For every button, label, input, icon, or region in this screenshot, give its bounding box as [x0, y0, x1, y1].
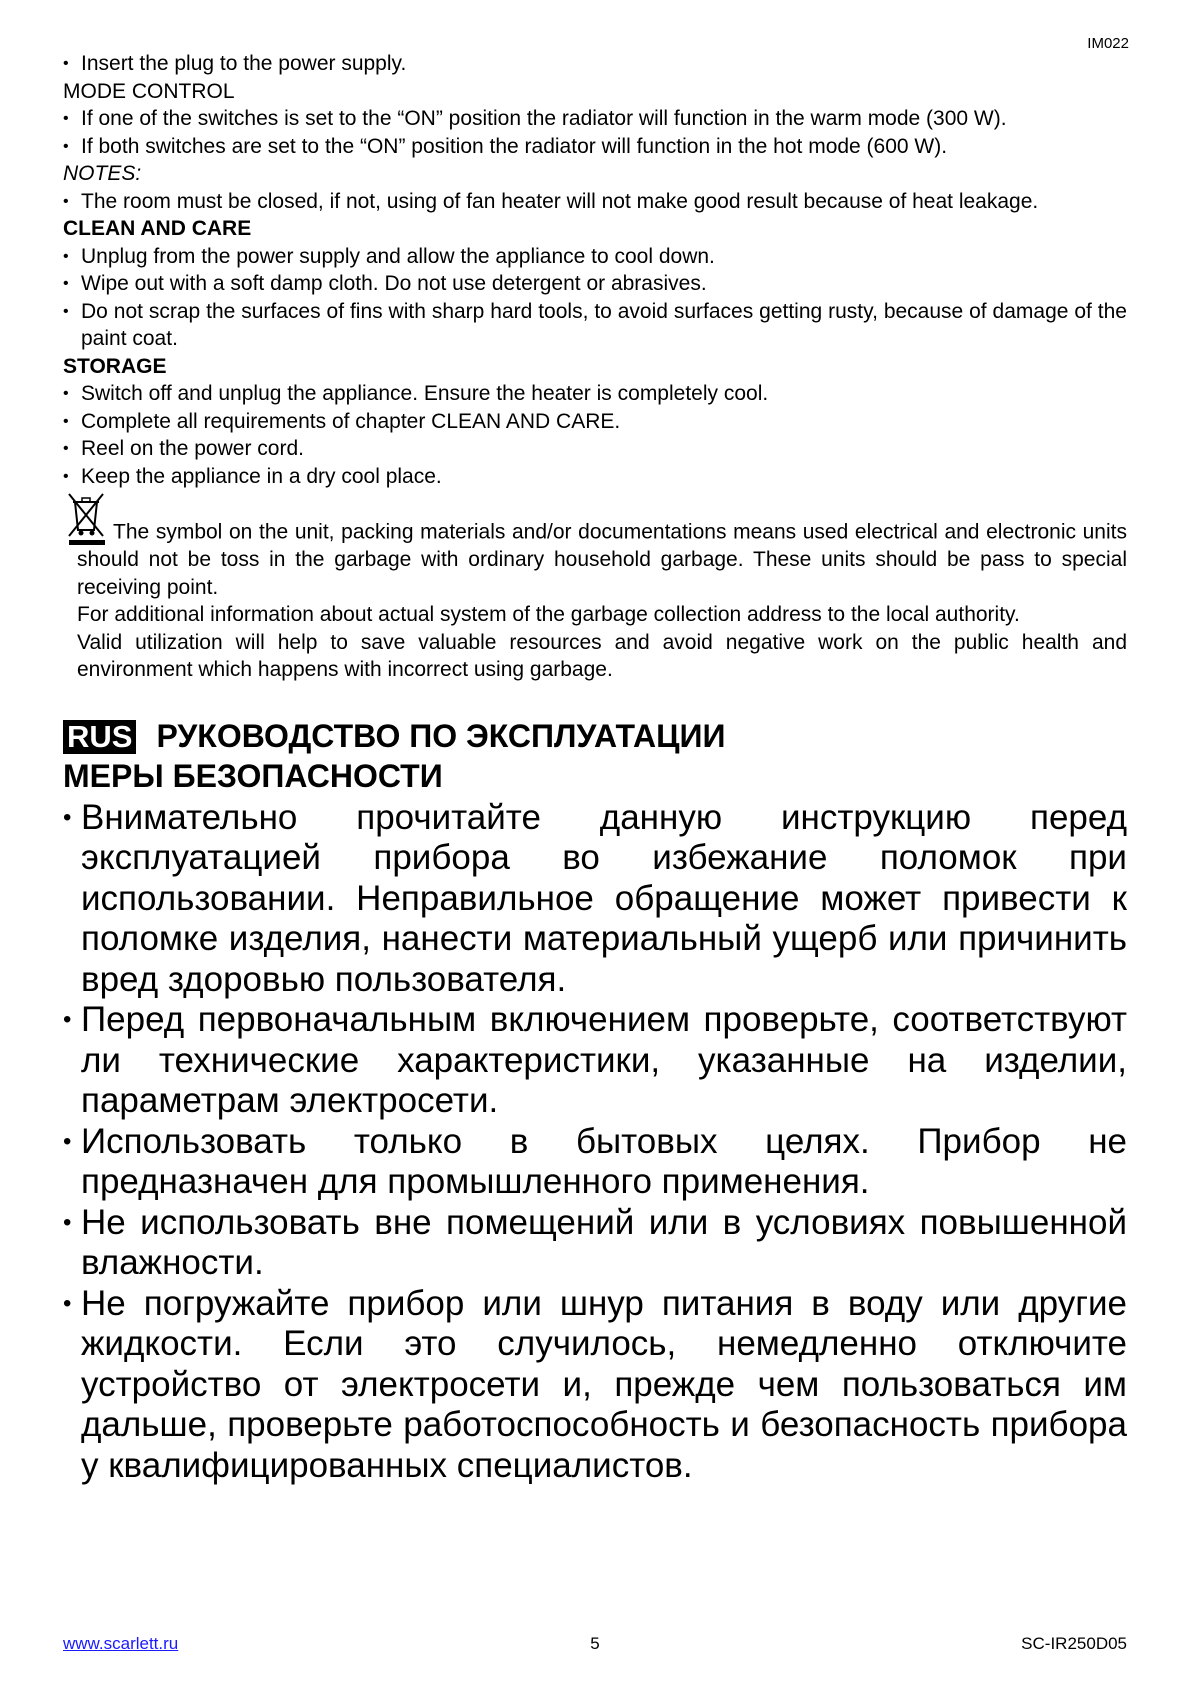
list-item: • Reel on the power cord. [63, 435, 1127, 463]
ru-manual-title: РУКОВОДСТВО ПО ЭКСПЛУАТАЦИИ [156, 717, 726, 754]
list-item: • Не использовать вне помещений или в условиях повышенной влажности. [63, 1203, 1127, 1284]
storage-heading: STORAGE [63, 354, 167, 378]
website-link[interactable]: www.scarlett.ru [63, 1634, 179, 1653]
model-number: SC-IR250D05 [1021, 1634, 1127, 1653]
list-item: • Insert the plug to the power supply. [63, 50, 1127, 78]
list-item: • Использовать только в бытовых целях. Прибор не предназначен для промышленного применения. [63, 1122, 1127, 1203]
list-item: • Do not scrap the surfaces of fins with sharp hard tools, to avoid surfaces getting rusty, because of damage of the paint coat. [63, 298, 1127, 353]
list-item: • Complete all requirements of chapter CLEAN AND CARE. [63, 408, 1127, 436]
list-item: • The room must be closed, if not, using of fan heater will not make good result because of heat leakage. [63, 188, 1127, 216]
list-item: • If both switches are set to the “ON” position the radiator will function in the hot mode (600 W). [63, 133, 1127, 161]
clean-care-heading: CLEAN AND CARE [63, 217, 252, 240]
mode-control-heading: MODE CONTROL [63, 79, 235, 103]
list-item: • Keep the appliance in a dry cool place. [63, 463, 1127, 491]
russian-section [63, 716, 1127, 1487]
page-content [63, 50, 1127, 1486]
list-item: • If one of the switches is set to the “ON” position the radiator will function in the warm mode (300 W). [63, 105, 1127, 133]
list-item: • Не погружайте прибор или шнур питания в воду или другие жидкости. Если это случилось, немедленно отключите устройство от электросети и, прежде чем пользоваться им дальше, проверьте работоспособность и безопасность прибора у квалифицированных специалистов. [63, 1284, 1127, 1487]
list-item: • Switch off and unplug the appliance. Ensure the heater is completely cool. [63, 380, 1127, 408]
list-item: • Wipe out with a soft damp cloth. Do not use detergent or abrasives. [63, 270, 1127, 298]
weee-notice [77, 490, 1127, 684]
weee-info: For additional information about actual system of the garbage collection address to the local authority. [77, 603, 1020, 626]
notes-heading: NOTES: [63, 162, 142, 185]
ru-title [63, 716, 1127, 756]
ru-safety-heading: МЕРЫ БЕЗОПАСНОСТИ [63, 757, 443, 794]
list-item: • Внимательно прочитайте данную инструкцию перед эксплуатацией прибора во избежание поломок при использовании. Неправильное обращение может привести к поломке изделия, нанести материальный ущерб или причинить вред здоровью пользователя. [63, 798, 1127, 1001]
weee-text: The symbol on the unit, packing materials and/or documentations means used electrical and electronic units should not be toss in the garbage with ordinary household garbage. These units should be pass to special receiving point. [77, 520, 1127, 599]
crossed-out-bin-icon [63, 490, 109, 546]
page-number: 5 [590, 1634, 600, 1653]
list-item: • Перед первоначальным включением проверьте, соответствуют ли технические характеристики, указанные на изделии, параметрам электросети. [63, 1000, 1127, 1122]
weee-valid: Valid utilization will help to save valuable resources and avoid negative work on the public health and environment which happens with incorrect using garbage. [77, 630, 1127, 681]
list-item: • Unplug from the power supply and allow the appliance to cool down. [63, 243, 1127, 271]
english-section [63, 50, 1127, 684]
document-code: IM022 [1087, 35, 1129, 52]
language-tag: RUS [63, 720, 136, 754]
